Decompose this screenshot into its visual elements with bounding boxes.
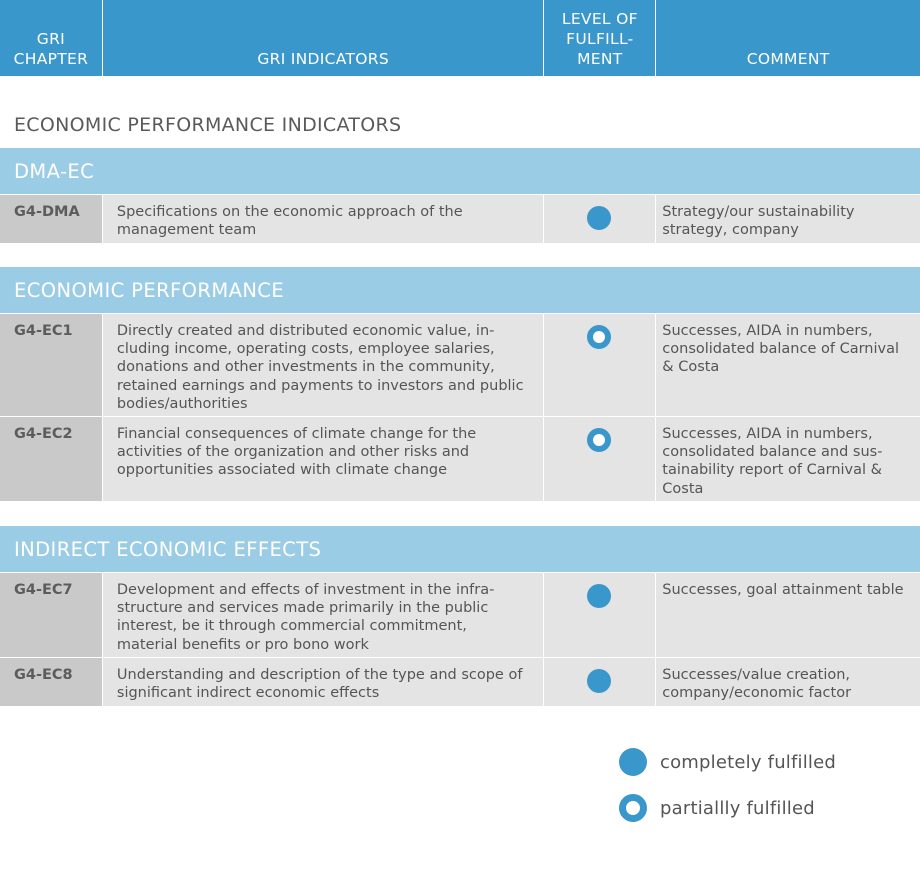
legend-partially-fulfilled: [619, 794, 815, 822]
header-gri-chapter-label: GRI CHAPTER: [13, 30, 89, 68]
table-header: [0, 0, 920, 76]
row-comment: Strategy/our sustainability strategy, company: [656, 195, 920, 243]
fulfilled-dot-icon: [619, 748, 647, 776]
row-level: [544, 314, 655, 416]
fulfilled-dot-icon: [587, 206, 611, 230]
header-comment: [656, 0, 920, 76]
group-title: INDIRECT ECONOMIC EFFECTS: [0, 526, 920, 572]
row-code: G4-EC1: [0, 314, 102, 416]
row-indicator: Specifications on the economic approach of the management team: [103, 195, 544, 243]
row-level: [544, 195, 655, 243]
row-comment: Successes, AIDA in numbers, consolidated balance and sus-tainability report of Carnival & Costa: [656, 417, 920, 501]
group-economic-performance: [0, 267, 920, 501]
group-title: ECONOMIC PERFORMANCE: [0, 267, 920, 313]
fulfilled-dot-icon: [587, 669, 611, 693]
header-gri-chapter: [0, 0, 102, 76]
fulfilled-dot-icon: [587, 584, 611, 608]
row-indicator: Development and effects of investment in the infra-structure and services made primarily in the public interest, be it through commercial commitment, material benefits or pro bono work: [103, 573, 544, 657]
section-title: ECONOMIC PERFORMANCE INDICATORS: [14, 114, 402, 136]
row-level: [544, 658, 655, 706]
partial-dot-icon: [619, 794, 647, 822]
row-code: G4-EC2: [0, 417, 102, 501]
row-level: [544, 417, 655, 501]
header-comment-label: COMMENT: [746, 50, 830, 68]
legend-completely-fulfilled: [619, 748, 836, 776]
row-indicator: Financial consequences of climate change for the activities of the organization and other risks and opportunities associated with climate change: [103, 417, 544, 501]
partial-dot-icon: [587, 428, 611, 452]
table-row: [0, 194, 920, 243]
table-row: [0, 572, 920, 657]
row-code: G4-EC7: [0, 573, 102, 657]
row-comment: Successes, goal attainment table: [656, 573, 920, 657]
row-comment: Successes, AIDA in numbers, consolidated balance of Carnival & Costa: [656, 314, 920, 416]
header-level-label: LEVEL OF FULFILL- MENT: [561, 10, 638, 68]
group-indirect-economic-effects: [0, 526, 920, 706]
header-gri-indicators: [103, 0, 544, 76]
row-code: G4-EC8: [0, 658, 102, 706]
partial-dot-icon: [587, 325, 611, 349]
legend-label: completely fulfilled: [660, 751, 837, 773]
row-code: G4-DMA: [0, 195, 102, 243]
table-row: [0, 416, 920, 501]
header-level: [544, 0, 655, 76]
row-indicator: Directly created and distributed economic value, in-cluding income, operating costs, employee salaries, donations and other investments in the community, retained earnings and payments to investors and public bodies/authorities: [103, 314, 544, 416]
group-title: DMA-EC: [0, 148, 920, 194]
row-level: [544, 573, 655, 657]
row-comment: Successes/value creation, company/economic factor: [656, 658, 920, 706]
table-row: [0, 313, 920, 416]
group-dma-ec: [0, 148, 920, 243]
legend-label: partiallly fulfilled: [660, 797, 815, 819]
header-gri-indicators-label: GRI INDICATORS: [257, 50, 389, 68]
row-indicator: Understanding and description of the type and scope of significant indirect economic effects: [103, 658, 544, 706]
table-row: [0, 657, 920, 706]
